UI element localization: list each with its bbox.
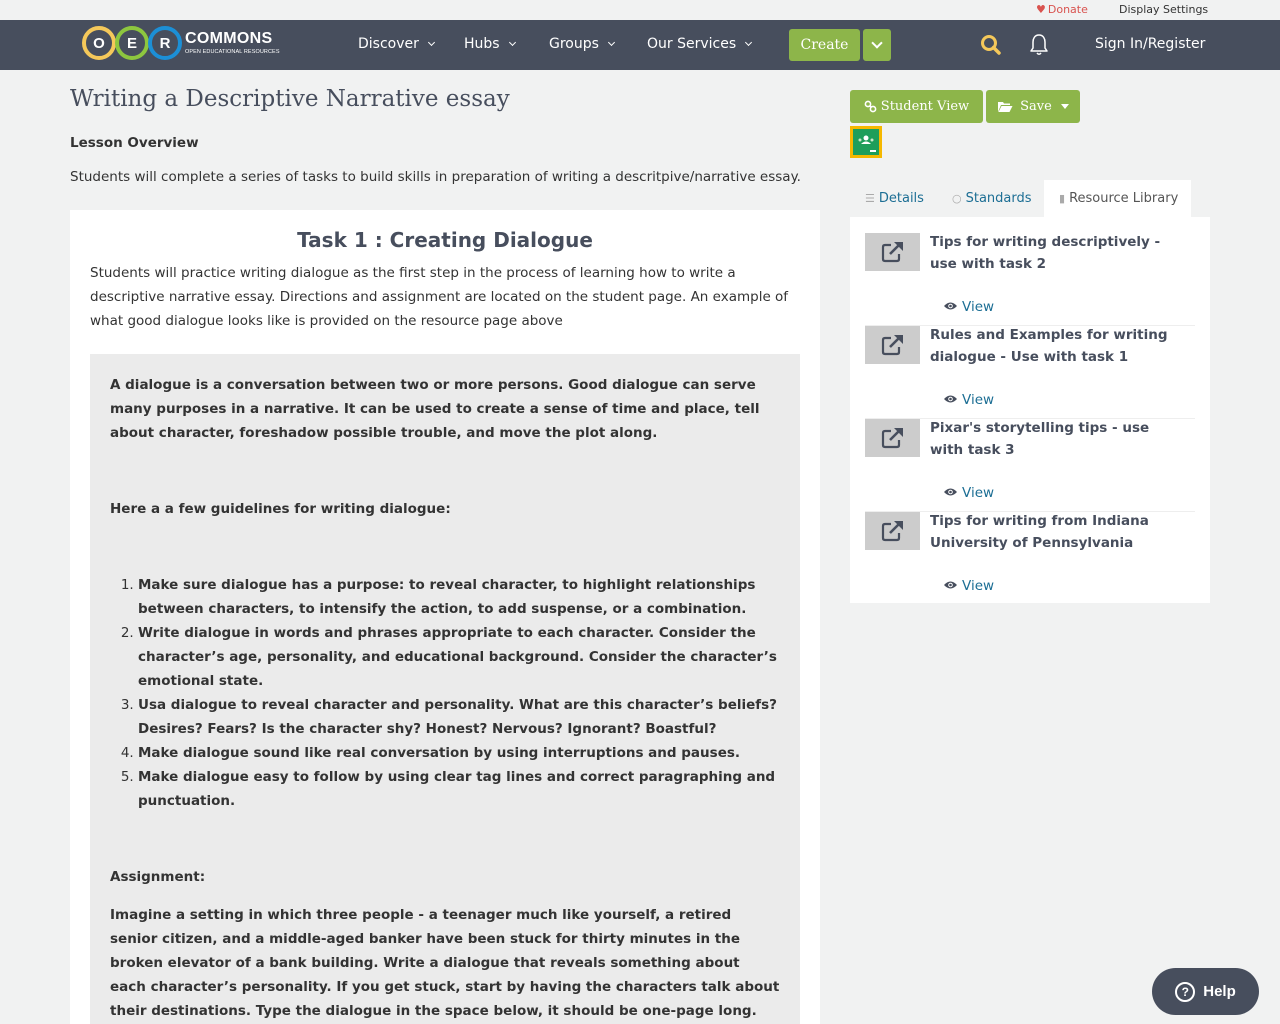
circle-icon: ○: [952, 192, 962, 205]
chevron-down-icon: [428, 39, 435, 46]
bell-icon[interactable]: [1028, 33, 1050, 57]
chevron-down-icon: [871, 37, 882, 48]
resource-view-link[interactable]: [943, 485, 994, 501]
lesson-overview-heading: Lesson Overview: [70, 135, 199, 151]
page-title: Writing a Descriptive Narrative essay: [70, 86, 510, 112]
oer-commons-logo[interactable]: [82, 26, 280, 60]
assignment-heading: Assignment:: [110, 869, 206, 885]
guidelines-heading: Here a a few guidelines for writing dialogue:: [110, 501, 451, 517]
link-icon: [864, 100, 877, 113]
google-classroom-icon: [853, 129, 879, 155]
question-circle-icon: ?: [1175, 982, 1195, 1002]
task-panel: [70, 210, 820, 1024]
tab-resource-library-label: Resource Library: [1069, 191, 1179, 206]
guidelines-list: [138, 573, 780, 813]
nav-groups[interactable]: [549, 36, 614, 52]
navbar: [0, 20, 1280, 70]
resource-thumbnail[interactable]: [865, 419, 920, 457]
search-icon[interactable]: [980, 34, 1002, 56]
chevron-down-icon: [608, 39, 615, 46]
sidebar-tabs: [850, 180, 1210, 217]
task-intro: Students will practice writing dialogue as the first step in the process of learning how to write a descriptive narrative essay. Directions and assignment are located on the student page. An example of what good dialogue looks like is provided on the resource page above: [90, 265, 789, 329]
caret-down-icon: [1061, 104, 1069, 109]
sign-in-register-link[interactable]: Sign In/Register: [1095, 36, 1206, 52]
google-classroom-share-button[interactable]: [850, 126, 882, 158]
resource-thumbnail[interactable]: [865, 326, 920, 364]
resource-item: [865, 419, 1195, 512]
list-icon: ☰: [865, 192, 875, 205]
tab-details[interactable]: [865, 180, 924, 217]
create-dropdown-button[interactable]: [863, 29, 891, 61]
logo-wordmark: [185, 31, 280, 56]
nav-our-services-label: Our Services: [647, 36, 737, 52]
resource-view-link[interactable]: [943, 392, 994, 408]
resource-title-link[interactable]: Tips for writing descriptively - use with task 2: [930, 234, 1161, 272]
donate-label: Donate: [1047, 3, 1088, 16]
guideline-item: 4. Make dialogue sound like real conversation by using interruptions and pauses.: [138, 741, 780, 765]
eye-icon: [943, 392, 958, 408]
resource-view-link[interactable]: [943, 578, 994, 594]
resource-library-panel: [850, 217, 1210, 603]
task-instructions-box: [90, 354, 800, 1024]
donate-link[interactable]: [1036, 3, 1088, 16]
external-link-icon: [880, 426, 906, 450]
resource-item: [865, 326, 1195, 419]
folder-open-icon: [997, 101, 1013, 113]
eye-icon: [943, 485, 958, 501]
heart-icon: ♥: [1036, 3, 1046, 16]
resource-item: [865, 233, 1195, 326]
lesson-overview-text: Students will complete a series of tasks to build skills in preparation of writing a descritpive/narrative essay.: [70, 169, 801, 185]
nav-groups-label: Groups: [549, 36, 599, 52]
tab-resource-library[interactable]: [1044, 180, 1191, 217]
logo-ring-o: O: [82, 26, 116, 60]
resource-title-link[interactable]: Tips for writing from Indiana University of Pennsylvania: [930, 513, 1149, 551]
book-icon: ▮: [1059, 192, 1066, 205]
tab-details-label: Details: [878, 191, 924, 206]
help-button[interactable]: [1152, 968, 1259, 1015]
guideline-item: 3. Usa dialogue to reveal character and personality. What are this character’s beliefs? Desires? Fears? Is the character shy? Honest? Nervous? Ignorant? Boastful?: [138, 693, 780, 741]
eye-icon: [943, 578, 958, 594]
nav-hubs-label: Hubs: [464, 36, 500, 52]
display-settings-link[interactable]: Display Settings: [1119, 3, 1209, 16]
help-label: Help: [1203, 983, 1236, 1000]
student-view-button[interactable]: [850, 90, 983, 123]
external-link-icon: [880, 240, 906, 264]
resource-item: [865, 512, 1195, 605]
logo-wordmark-text: COMMONS: [185, 29, 273, 47]
view-label: View: [962, 578, 995, 594]
tab-standards-label: Standards: [965, 191, 1032, 206]
nav-discover-label: Discover: [358, 36, 419, 52]
view-label: View: [962, 392, 995, 408]
nav-hubs[interactable]: [464, 36, 515, 52]
logo-ring-r: R: [148, 26, 182, 60]
assignment-text: Imagine a setting in which three people - a teenager much like yourself, a retired senior citizen, and a middle-aged banker have been stuck for thirty minutes in the broken elevator of a bank building. Write a dialogue that reveals something about each character’s personality. If you get stuck, start by having the characters talk about their destinations. Type the dialogue in the space below, it should be one-page long.: [110, 907, 780, 1019]
logo-tagline: OPEN EDUCATIONAL RESOURCES: [185, 48, 280, 55]
logo-ring-e: E: [115, 26, 149, 60]
nav-our-services[interactable]: [647, 36, 751, 52]
guideline-item: 5. Make dialogue easy to follow by using clear tag lines and correct paragraphing and punctuation.: [138, 765, 780, 813]
chevron-down-icon: [509, 39, 516, 46]
external-link-icon: [880, 519, 906, 543]
guideline-item: 2. Write dialogue in words and phrases appropriate to each character. Consider the character’s age, personality, and educational background. Consider the character’s emotional state.: [138, 621, 780, 693]
view-label: View: [962, 485, 995, 501]
resource-thumbnail[interactable]: [865, 512, 920, 550]
external-link-icon: [880, 333, 906, 357]
chevron-down-icon: [745, 39, 752, 46]
resource-thumbnail[interactable]: [865, 233, 920, 271]
save-button[interactable]: [986, 90, 1080, 123]
view-label: View: [962, 299, 995, 315]
resource-title-link[interactable]: Pixar's storytelling tips - use with task 3: [930, 420, 1150, 458]
task-title: Task 1 : Creating Dialogue: [297, 228, 593, 252]
create-button[interactable]: Create: [789, 29, 860, 61]
resource-view-link[interactable]: [943, 299, 994, 315]
utility-bar: [0, 0, 1280, 20]
dialogue-definition: A dialogue is a conversation between two or more persons. Good dialogue can serve many purposes in a narrative. It can be used to create a sense of time and place, tell about character, foreshadow possible trouble, and move the plot along.: [110, 377, 760, 441]
resource-title-link[interactable]: Rules and Examples for writing dialogue - Use with task 1: [930, 327, 1168, 365]
save-label: Save: [1020, 99, 1052, 114]
nav-discover[interactable]: [358, 36, 434, 52]
guideline-item: 1. Make sure dialogue has a purpose: to reveal character, to highlight relationships between characters, to intensify the action, to add suspense, or a combination.: [138, 573, 780, 621]
eye-icon: [943, 299, 958, 315]
student-view-label: Student View: [880, 99, 970, 114]
tab-standards[interactable]: [952, 180, 1032, 217]
